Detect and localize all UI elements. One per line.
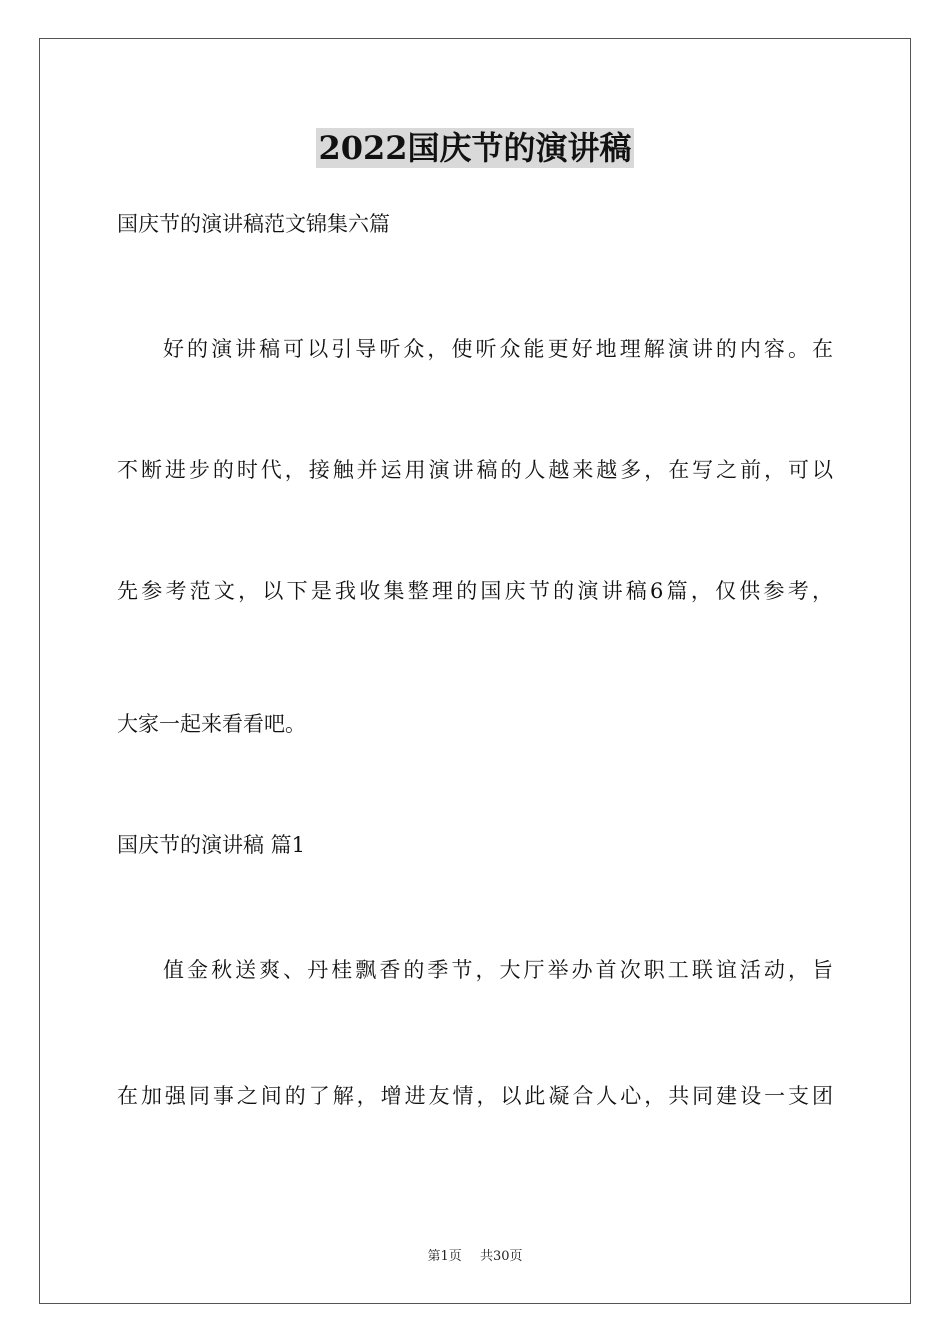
paragraph-line: 先参考范文，以下是我收集整理的国庆节的演讲稿6篇，仅供参考， bbox=[117, 579, 833, 603]
total-pages: 共30页 bbox=[479, 1249, 523, 1264]
paragraph-line: 好的演讲稿可以引导听众，使听众能更好地理解演讲的内容。在 bbox=[163, 337, 833, 361]
paragraph-line: 值金秋送爽、丹桂飘香的季节，大厅举办首次职工联谊活动，旨 bbox=[163, 958, 833, 982]
page-number: 第1页 bbox=[427, 1249, 462, 1264]
document-title: 2022国庆节的演讲稿 bbox=[318, 129, 632, 167]
document-subtitle: 国庆节的演讲稿范文锦集六篇 bbox=[117, 212, 390, 236]
paragraph-line: 大家一起来看看吧。 bbox=[117, 712, 306, 736]
section-heading: 国庆节的演讲稿 篇1 bbox=[117, 833, 306, 857]
title-container bbox=[0, 128, 950, 168]
paragraph-line: 不断进步的时代，接触并运用演讲稿的人越来越多，在写之前，可以 bbox=[117, 458, 833, 482]
paragraph-line: 在加强同事之间的了解，增进友情，以此凝合人心，共同建设一支团 bbox=[117, 1084, 833, 1108]
page-footer bbox=[0, 1248, 950, 1266]
